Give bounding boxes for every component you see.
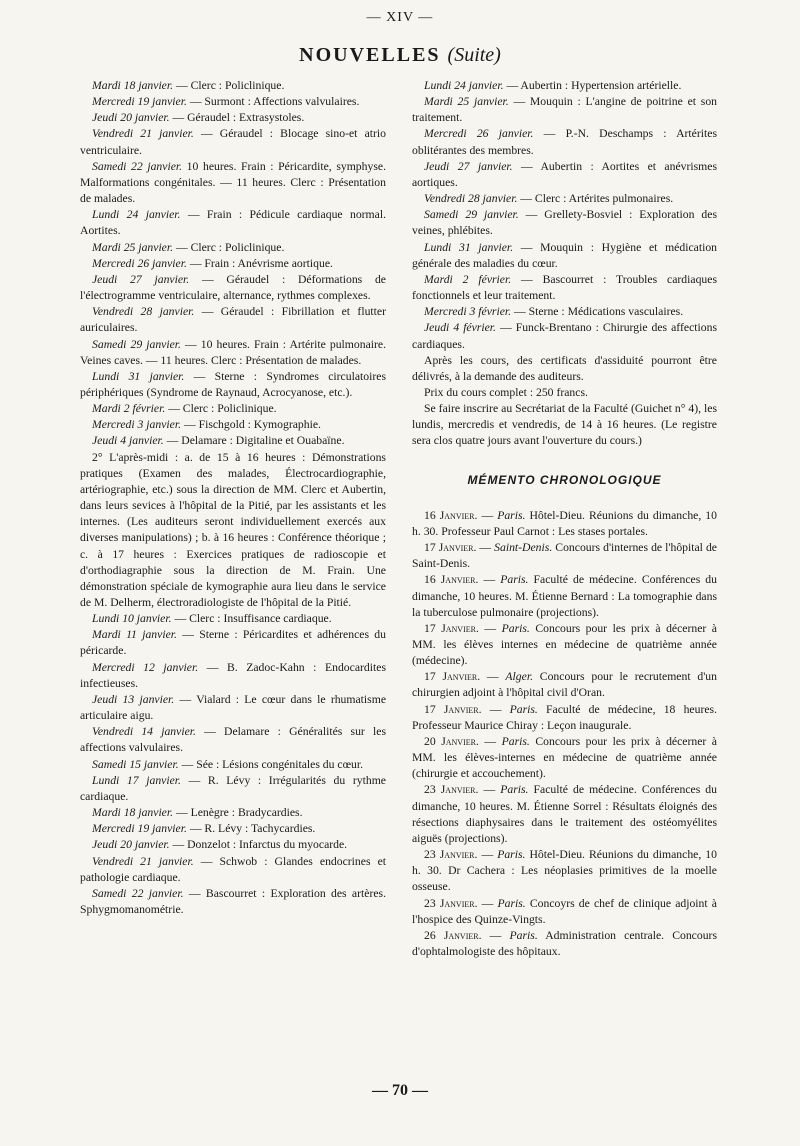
memento-item: 20 Janvier. — Paris. Concours pour les prix à décerner à MM. les élèves-internes en médecine de quatrième année (chirurgie et accouchement). [412,734,717,781]
schedule-entry: Vendredi 28 janvier. — Clerc : Artérites pulmonaires. [424,192,674,206]
schedule-entry: Mardi 18 janvier. — Clerc : Policlinique. [92,79,285,92]
schedule-list-2 [80,611,386,918]
schedule-entry: Lundi 24 janvier. — Frain : Pédicule cardiaque normal. Aortites. [80,208,386,238]
schedule-entry: Lundi 31 janvier. — Sterne : Syndromes circulatoires périphériques (Syndrome de Raynaud, Acrocyanose, etc.). [80,369,386,399]
right-column [412,78,717,960]
price-paragraph: Prix du cours complet : 250 francs. [424,385,588,399]
memento-item: 23 Janvier. — Paris. Faculté de médecine. Conférences du dimanche, 10 heures. M. Étienne Sorrel : Résultats éloignés des résections diaphysaires dans le traitement des ostéomyélites aiguës (projections). [412,783,717,845]
memento-item: 17 Janvier. — Paris. Concours pour les prix à décerner à MM. les élèves internes en médecine de quatrième année (médecine). [412,621,717,668]
memento-item: 26 Janvier. — Paris. Administration centrale. Concours d'ophtalmologiste des hôpitaux. [412,928,717,958]
schedule-entry: Lundi 17 janvier. — R. Lévy : Irrégularités du rythme cardiaque. [80,773,386,803]
certificate-paragraph: Après les cours, des certificats d'assiduité pourront être délivrés, à la demande des auditeurs. [412,353,717,383]
schedule-entry: Jeudi 20 janvier. — Géraudel : Extrasystoles. [92,111,305,125]
schedule-entry: Vendredi 21 janvier. — Schwob : Glandes endocrines et pathologie cardiaque. [80,854,387,884]
schedule-entry: Mardi 2 février. — Bascourret : Troubles cardiaques fonctionnels et leur traitement. [412,272,717,303]
schedule-entry: Lundi 31 janvier. — Mouquin : Hygiène et médication générale des maladies du cœur. [412,240,718,270]
schedule-entry: Mardi 11 janvier. — Sterne : Péricardites et adhérences du péricarde. [80,628,386,658]
memento-item: 16 Janvier. — Paris. Faculté de médecine. Conférences du dimanche, 10 heures. M. Étienne Bernard : La tomographie dans la tuberculose pulmonaire (projections). [412,573,717,619]
schedule-entry: Jeudi 4 janvier. — Delamare : Digitaline et Ouabaïne. [92,434,345,448]
schedule-entry: Samedi 29 janvier. — Grellety-Bosviel : Exploration des veines, phlébites. [412,208,718,238]
page-title [0,44,800,67]
schedule-entry: Jeudi 20 janvier. — Donzelot : Infarctus du myocarde. [92,838,348,852]
schedule-entry: Mercredi 3 février. — Sterne : Médications vasculaires. [424,305,684,319]
schedule-entry: Mercredi 19 janvier. — Surmont : Affections valvulaires. [92,95,360,109]
memento-list [412,508,717,960]
schedule-entry: Mardi 18 janvier. — Lenègre : Bradycardies. [92,806,303,820]
schedule-entry: Mercredi 12 janvier. — B. Zadoc-Kahn : Endocardites infectieuses. [80,660,386,690]
schedule-entry: Jeudi 4 février. — Funck-Brentano : Chirurgie des affections cardiaques. [412,321,717,351]
memento-item: 17 Janvier. — Saint-Denis. Concours d'internes de l'hôpital de Saint-Denis. [412,541,717,571]
schedule-list-3 [412,78,717,353]
title-subtitle: (Suite) [447,44,501,66]
memento-item: 17 Janvier. — Paris. Faculté de médecine, 18 heures. Professeur Maurice Chiray : Leçon inaugurale. [412,702,717,732]
schedule-entry: Samedi 22 janvier. 10 heures. Frain : Péricardite, symphyse. Malformations congénitales. — 11 heures. Clerc : Présentation de malades. [80,159,386,206]
schedule-entry: Samedi 29 janvier. — 10 heures. Frain : Artérite pulmonaire. Veines caves. — 11 heures. Clerc : Présentation de malades. [80,337,387,367]
schedule-entry: Jeudi 27 janvier. — Géraudel : Déformations de l'électrogramme ventriculaire, alternance, rythmes complexes. [80,272,386,303]
schedule-entry: Mercredi 26 janvier. — Frain : Anévrisme aortique. [92,256,333,270]
schedule-entry: Mardi 25 janvier. — Mouquin : L'angine de poitrine et son traitement. [412,95,718,125]
page-number: — 70 — [372,1082,428,1099]
left-column [80,78,386,918]
schedule-entry: Mercredi 26 janvier. — P.-N. Deschamps : Artérites oblitérantes des membres. [412,127,717,157]
schedule-entry: Jeudi 27 janvier. — Aubertin : Aortites et anévrismes aortiques. [412,159,718,189]
roman-page-number: — XIV — [366,10,434,25]
schedule-entry: Vendredi 21 janvier. — Géraudel : Blocage sino-et atrio ventriculaire. [80,127,386,157]
memento-item: 17 Janvier. — Alger. Concours pour le recrutement d'un chirurgien adjoint à l'hôpital civil d'Oran. [412,670,717,700]
memento-item: 23 Janvier. — Paris. Concoyrs de chef de clinique adjoint à l'hospice des Quinze-Vingts. [412,896,717,926]
schedule-entry: Vendredi 14 janvier. — Delamare : Généralités sur les affections valvulaires. [80,725,386,755]
memento-heading: MÉMENTO CHRONOLOGIQUE [467,472,662,487]
schedule-entry: Mercredi 19 janvier. — R. Lévy : Tachycardies. [92,822,316,836]
schedule-entry: Mardi 2 février. — Clerc : Policlinique. [92,402,277,416]
schedule-entry: Mardi 25 janvier. — Clerc : Policlinique. [92,240,285,254]
schedule-entry: Jeudi 13 janvier. — Vialard : Le cœur dans le rhumatisme articulaire aigu. [80,692,387,723]
afternoon-paragraph: 2° L'après-midi : a. de 15 à 16 heures : Démonstrations pratiques (Examen des malades, Électrocardiographie, artériographie, etc.) sous la direction de MM. Clerc et Aubertin, dans leurs sevices à l'hôpital de la Pitié, par les assistants et les internes. (Les auditeurs seront individuellement exercés aux diverses manipulations) ; b. à 16 heures : Conférence théorique ; c. à 17 heures : Exercices pratiques de radioscopie et d'orthodiagraphie sous la direction de M. Frain. Une démonstration spéciale de kymographie aura lieu dans le service de M. Delherm, électroradiologiste de l'hôpital de la Pitié. [80,450,386,609]
title-main: NOUVELLES [299,44,441,66]
registration-paragraph: Se faire inscrire au Secrétariat de la Faculté (Guichet n° 4), les lundis, mercredis et vendredis, de 14 à 16 heures. (Le registre sera clos quatre jours avant l'ouverture du cours.) [412,402,717,448]
schedule-entry: Samedi 15 janvier. — Sée : Lésions congénitales du cœur. [92,757,364,771]
schedule-entry: Samedi 22 janvier. — Bascourret : Exploration des artères. Sphygmomanométrie. [80,886,386,916]
schedule-entry: Mercredi 3 janvier. — Fischgold : Kymographie. [92,418,321,432]
memento-item: 23 Janvier. — Paris. Hôtel-Dieu. Réunions du dimanche, 10 h. 30. Dr Cachera : Les néoplasies primitives de la moelle osseuse. [412,848,717,894]
schedule-list-1 [80,78,386,450]
schedule-entry: Lundi 10 janvier. — Clerc : Insuffisance cardiaque. [92,612,332,626]
schedule-entry: Vendredi 28 janvier. — Géraudel : Fibrillation et flutter auriculaires. [80,305,386,335]
memento-item: 16 Janvier. — Paris. Hôtel-Dieu. Réunions du dimanche, 10 h. 30. Professeur Paul Carnot : Les stases portales. [412,508,717,538]
schedule-entry: Lundi 24 janvier. — Aubertin : Hypertension artérielle. [424,79,682,92]
